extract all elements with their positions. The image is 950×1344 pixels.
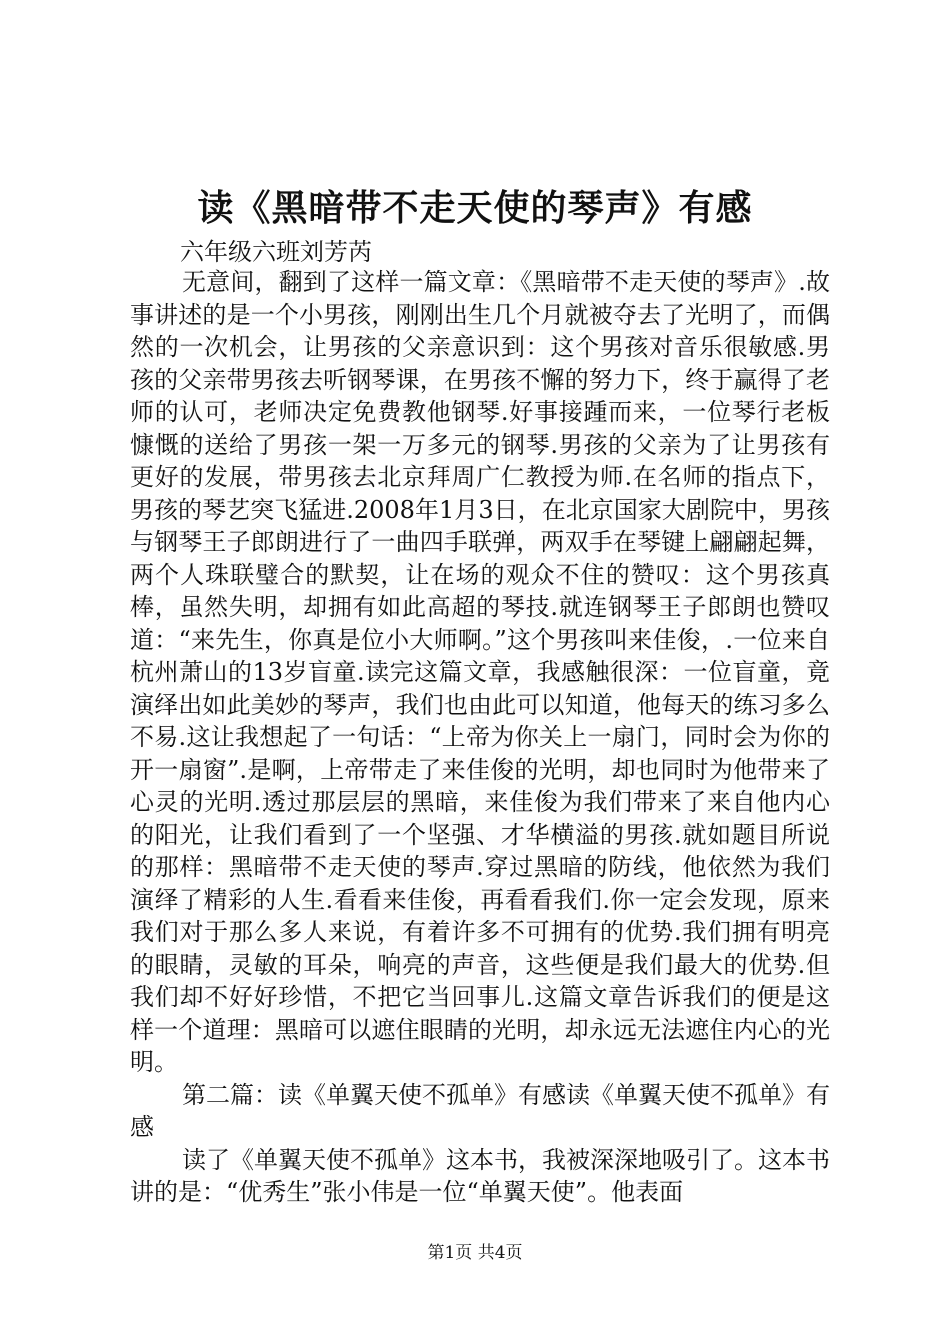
page-title: 读《黑暗带不走天使的琴声》有感 [197,187,753,229]
paragraph-3: 读了《单翼天使不孤单》这本书，我被深深地吸引了。这本书讲的是：“优秀生”张小伟是一位“单翼天使”。他表面 [130,1145,830,1206]
paragraph-2: 第二篇：读《单翼天使不孤单》有感读《单翼天使不孤单》有感 [130,1080,830,1141]
paragraph-1: 无意间，翻到了这样一篇文章：《黑暗带不走天使的琴声》.故事讲述的是一个小男孩，刚刚出生几个月就被夺去了光明了，而偶然的一次机会，让男孩的父亲意识到：这个男孩对音乐很敏感.男孩的父亲带男孩去听钢琴课，在男孩不懈的努力下，终于赢得了老师的认可，老师决定免费教他钢琴.好事接踵而来，一位琴行老板慷慨的送给了男孩一架一万多元的钢琴.男孩的父亲为了让男孩有更好的发展，带男孩去北京拜周广仁教授为师.在名师的指点下，男孩的琴艺突飞猛进.2008年1月3日，在北京国家大剧院中，男孩与钢琴王子郎朗进行了一曲四手联弹，两双手在琴键上翩翩起舞，两个人珠联璧合的默契，让在场的观众不住的赞叹：这个男孩真棒，虽然失明，却拥有如此高超的琴技.就连钢琴王子郎朗也赞叹道：“来先生，你真是位小大师啊。”这个男孩叫来佳俊，.一位来自杭州萧山的13岁盲童.读完这篇文章，我感触很深：一位盲童，竟演绎出如此美妙的琴声，我们也由此可以知道，他每天的练习多么不易.这让我想起了一句话：“上帝为你关上一扇门，同时会为你的开一扇窗”.是啊，上帝带走了来佳俊的光明，却也同时为他带来了心灵的光明.透过那层层的黑暗，来佳俊为我们带来了来自他内心的阳光，让我们看到了一个坚强、才华横溢的男孩.就如题目所说的那样：黑暗带不走天使的琴声.穿过黑暗的防线，他依然为我们演绎了精彩的人生.看看来佳俊，再看看我们.你一定会发现，原来我们对于那么多人来说，有着许多不可拥有的优势.我们拥有明亮的眼睛，灵敏的耳朵，响亮的声音，这些便是我们最大的优势.但我们却不好好珍惜，不把它当回事儿.这篇文章告诉我们的便是这样一个道理：黑暗可以遮住眼睛的光明，却永远无法遮住内心的光明。 [130,268,830,1076]
article-body [130,266,830,1209]
page-footer: 第1页 共4页 [427,1243,523,1263]
author-line: 六年级六班刘芳芮 [180,238,372,266]
